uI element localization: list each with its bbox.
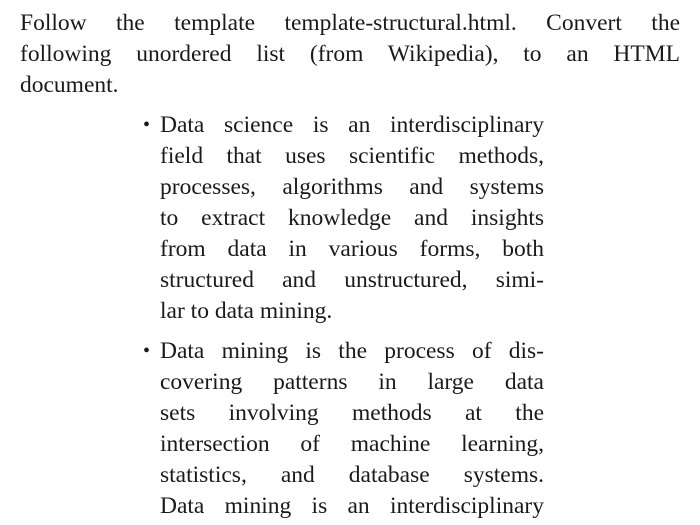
- list-item-line: processes, algorithms and systems: [160, 174, 544, 200]
- unordered-list: [140, 110, 550, 525]
- list-item-line: to extract knowledge and insights: [160, 205, 544, 231]
- list-item-line: sets involving methods at the: [160, 400, 544, 426]
- list-item-line: Data science is an interdisciplinary: [160, 112, 544, 138]
- instruction-line: following unordered list (from Wikipedia), to an HTML: [20, 41, 680, 67]
- list-item-line: Data mining is an interdisciplinary: [160, 493, 544, 519]
- list-item-line: lar to data mining.: [160, 298, 333, 324]
- list-item-line: covering patterns in large data: [160, 369, 544, 395]
- instruction-paragraph: [20, 8, 680, 101]
- instruction-line: Follow the template template-structural.html. Convert the: [20, 10, 680, 36]
- list-item-line: Data mining is the process of dis-: [160, 338, 544, 364]
- list-item-data-mining: [140, 336, 550, 522]
- list-item-line: statistics, and database systems.: [160, 462, 544, 488]
- list-item-data-science: [140, 110, 550, 327]
- list-item-line: intersection of machine learning,: [160, 431, 544, 457]
- list-item-line: field that uses scientific methods,: [160, 143, 544, 169]
- list-item-line: structured and unstructured, simi-: [160, 267, 544, 293]
- list-item-line: from data in various forms, both: [160, 236, 544, 262]
- bullet-icon: •: [143, 340, 151, 362]
- instruction-line: document.: [20, 72, 119, 98]
- bullet-icon: •: [143, 114, 151, 136]
